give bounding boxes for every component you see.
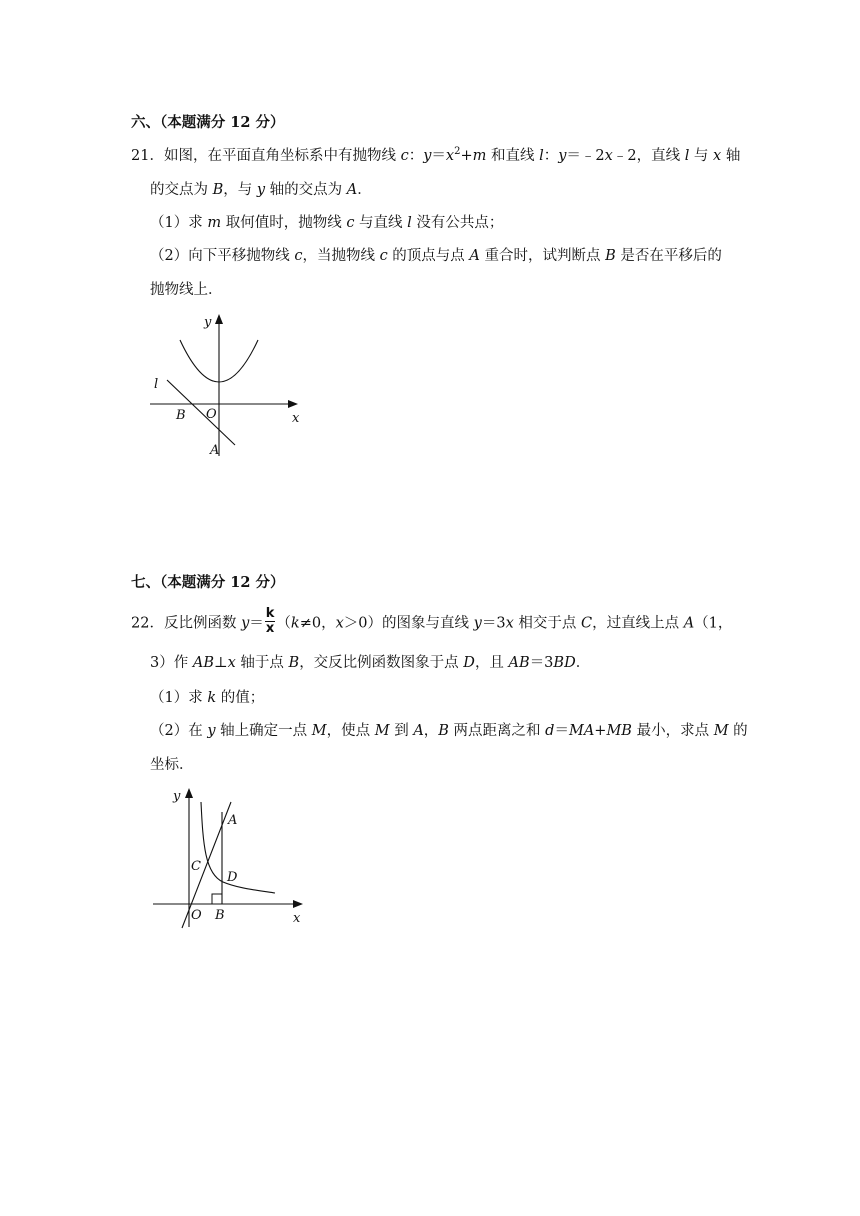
q21-part-1: （1）求 m 取何值时，抛物线 c 与直线 l 没有公共点； — [150, 215, 504, 231]
q22-hyperbola — [201, 802, 275, 893]
q22-stem-line-1: 22．反比例函数 y＝ $\frac{k}{x}$ （k≠0，x＞0）的图象与直线 y＝3x 相交于点 C，过直线上点 A（1， — [131, 606, 733, 636]
q22-right-angle-mark — [212, 894, 222, 904]
q22-part-2: （2）在 y 轴上确定一点 M，使点 M 到 A，B 两点距离之和 d＝MA+MB 最小，求点 M 的 — [150, 723, 748, 739]
q22-y-arrow-icon — [185, 788, 193, 798]
q21-x-arrow-icon — [288, 400, 298, 408]
q21-label-B: B — [176, 408, 186, 423]
q21-stem-line-1: 21．如图，在平面直角坐标系中有抛物线 c：$y=x^2+m$ 和直线 l：y＝﹣2x﹣2，直线 l 与 x 轴 — [131, 146, 741, 164]
q21-part-2-line-2: 抛物线上． — [150, 282, 223, 298]
q21-label-l: l — [154, 377, 159, 392]
q22-fraction: $\frac{k}{x}$ — [265, 606, 275, 636]
q21-label-A: A — [210, 443, 220, 458]
section-7-heading: 七、（本题满分 12 分） — [131, 574, 285, 591]
section-6-heading: 六、（本题满分 12 分） — [131, 114, 285, 131]
q21-label-O: O — [206, 407, 217, 422]
q21-stem-line-2: 的交点为 B，与 y 轴的交点为 A． — [150, 182, 372, 198]
q21-y-arrow-icon — [215, 314, 223, 324]
q22-label-O: O — [191, 908, 202, 923]
q22-label-C: C — [191, 859, 201, 874]
q22-x-arrow-icon — [293, 900, 303, 908]
q21-figure — [140, 308, 315, 463]
q22-label-A: A — [228, 813, 238, 828]
q21-label-y: y — [204, 315, 212, 330]
q22-part-2-line-2: 坐标． — [150, 757, 194, 773]
q22-figure — [145, 782, 315, 934]
q22-label-y: y — [173, 789, 181, 804]
q22-part-1: （1）求 k 的值； — [150, 690, 265, 706]
q22-stem-line-2: 3）作 AB⊥x 轴于点 B，交反比例函数图象于点 D，且 AB＝3BD． — [150, 655, 591, 671]
q21-part-2: （2）向下平移抛物线 c，当抛物线 c 的顶点与点 A 重合时，试判断点 B 是否在平移后的 — [150, 248, 722, 264]
q22-label-B: B — [215, 908, 225, 923]
q22-label-D: D — [227, 870, 238, 885]
q22-label-x: x — [293, 911, 301, 926]
q21-label-x: x — [292, 411, 300, 426]
